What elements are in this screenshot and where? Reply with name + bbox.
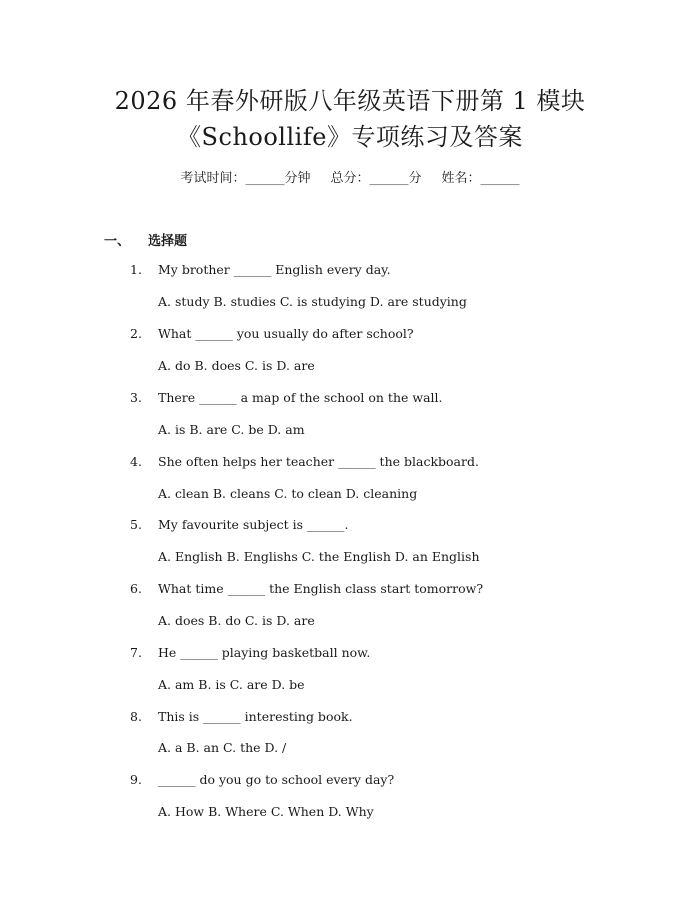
question-number: 4. (130, 454, 142, 469)
question-text: My brother ______ English every day. (158, 262, 391, 277)
options-text: A. study B. studies C. is studying D. are studying (158, 294, 467, 309)
options-text: A. clean B. cleans C. to clean D. cleaning (158, 486, 418, 501)
options-text: A. does B. do C. is D. are (158, 613, 315, 628)
options-text: A. do B. does C. is D. are (158, 358, 315, 373)
question-number: 2. (130, 326, 142, 341)
question-text: ______ do you go to school every day? (158, 772, 395, 787)
question-text: There ______ a map of the school on the wall. (158, 390, 443, 405)
question-number: 6. (130, 581, 142, 596)
question-number: 9. (130, 772, 142, 787)
question-text: She often helps her teacher ______ the blackboard. (158, 454, 479, 469)
options-text: A. a B. an C. the D. / (158, 740, 287, 755)
options-text: A. am B. is C. are D. be (158, 677, 305, 692)
exam-time: 考试时间：______分钟 (180, 171, 311, 186)
question-text: He ______ playing basketball now. (158, 645, 371, 660)
question-text: My favourite subject is ______. (158, 517, 349, 532)
page-title-line2: 《Schoollife》专项练习及答案 (177, 123, 523, 151)
question-text: This is ______ interesting book. (158, 709, 353, 724)
options-text: A. English B. Englishs C. the English D. an English (158, 549, 480, 564)
section-number: 一、 (104, 234, 131, 249)
options-text: A. is B. are C. be D. am (158, 422, 305, 437)
question-number: 3. (130, 390, 142, 405)
section-heading (104, 230, 187, 249)
student-name: 姓名：______ (441, 171, 520, 186)
question-number: 7. (130, 645, 142, 660)
exam-meta (0, 167, 700, 186)
exam-score: 总分：______分 (330, 171, 422, 186)
page-title-line1: 2026 年春外研版八年级英语下册第 1 模块 (114, 87, 586, 115)
question-number: 5. (130, 517, 142, 532)
question-text: What time ______ the English class start tomorrow? (158, 581, 484, 596)
section-label: 选择题 (148, 234, 188, 249)
question-number: 8. (130, 709, 142, 724)
question-text: What ______ you usually do after school? (158, 326, 414, 341)
options-text: A. How B. Where C. When D. Why (158, 804, 374, 819)
question-number: 1. (130, 262, 142, 277)
